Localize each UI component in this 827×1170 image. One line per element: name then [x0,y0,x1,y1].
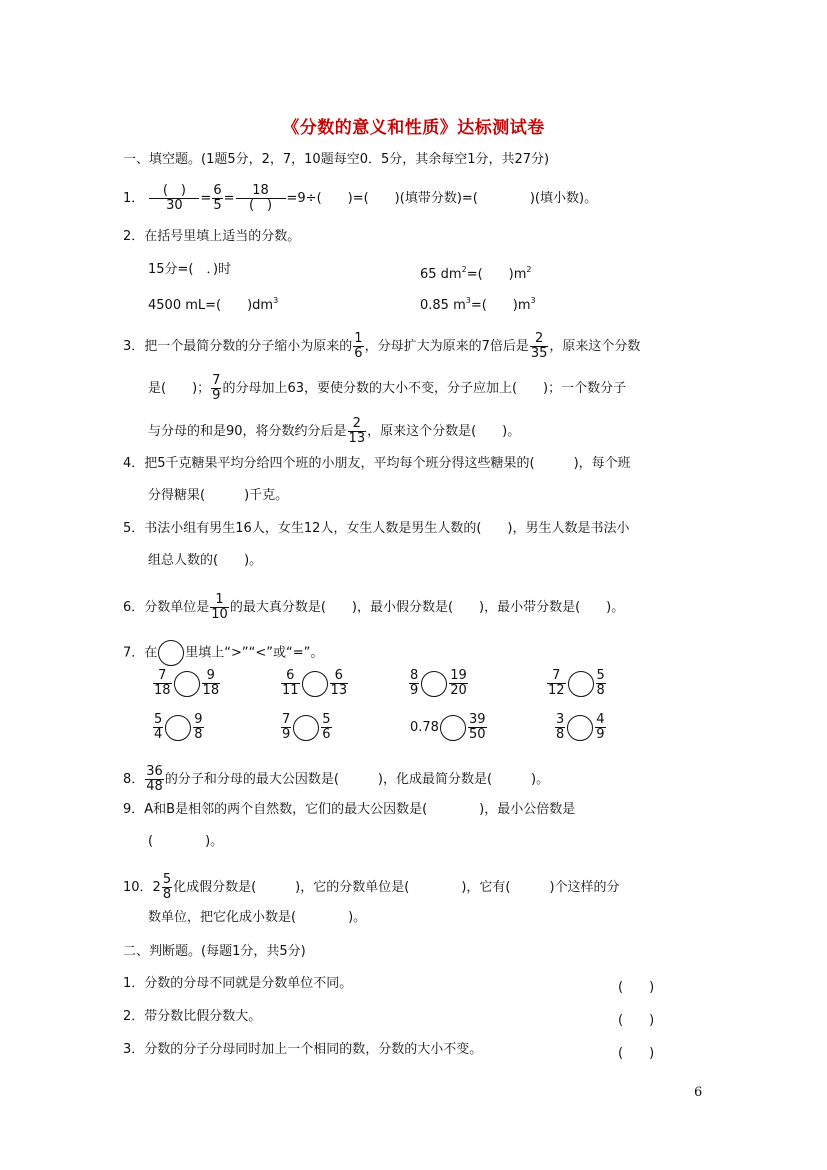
judge-answer-2[interactable]: ( ) [618,1013,655,1028]
judge-answer-1[interactable]: ( ) [618,980,655,995]
compare-item: 0.78 $\frac{39}{50}$ [410,712,486,742]
question-4-line-1: 4．把5千克糖果平均分给四个班的小朋友，平均每个班分得这些糖果的( )，每个班 [123,456,631,471]
fraction: $\frac{2}{35}$ [530,331,548,361]
compare-item: $\frac{8}{9}$ $\frac{19}{20}$ [410,668,467,698]
fraction: $\frac{5}{8}$ [162,872,172,902]
question-10-line-1: 10．2 $\frac{5}{8}$ 化成假分数是( )，它的分数单位是( )，它有( )个这样的分 [123,872,620,902]
compare-item: $\frac{7}{9}$ $\frac{5}{6}$ [282,712,331,742]
judge-answer-3[interactable]: ( ) [618,1046,655,1061]
page-number: 6 [694,1085,703,1100]
circle-blank-icon [158,640,184,666]
q2-item-b: 65 $dm^2=$( )$m^2$ [420,265,532,282]
q2-item-a: 15分=( ．)时 [148,262,232,277]
circle-blank-icon[interactable] [567,715,593,741]
question-3-line-1: 3．把一个最简分数的分子缩小为原来的 $\frac{1}{6}$ ，分母扩大为原来的7倍后是 $\frac{2}{35}$ ，原来这个分数 [123,331,641,361]
q2-item-c: 4500 mL=( )$dm^3$ [148,296,279,313]
question-5-line-1: 5．书法小组有男生16人，女生12人，女生人数是男生人数的( )，男生人数是书法小 [123,521,630,536]
fraction: $\frac{18}{( )}$ [236,184,286,213]
judge-item-2: 2．带分数比假分数大。 [123,1009,262,1024]
compare-item: $\frac{7}{18}$ $\frac{9}{18}$ [154,668,220,698]
q2-item-d: 0.85 $m^3=$( )$m^3$ [420,296,536,313]
section-1-heading: 一、填空题。(1题5分，2，7，10题每空0．5分，其余每空1分，共27分) [123,152,550,167]
judge-item-3: 3．分数的分子分母同时加上一个相同的数，分数的大小不变。 [123,1042,483,1057]
fraction: $\frac{6}{5}$ [213,183,222,213]
question-9-line-2: ( )。 [148,834,224,849]
compare-item: $\frac{6}{11}$ $\frac{6}{13}$ [282,668,348,698]
circle-blank-icon[interactable] [302,671,328,697]
circle-blank-icon[interactable] [421,671,447,697]
question-5-line-2: 组总人数的( )。 [148,553,263,568]
question-1: 1． $\frac{( )}{30}$ = $\frac{6}{5}$ = $\frac{18}{( )}$ =9÷( )=( )(填带分数)=( )(填小数)。 [123,183,598,213]
question-number: 1． [123,191,145,206]
circle-blank-icon[interactable] [440,715,466,741]
question-8: 8． $\frac{36}{48}$ 的分子和分母的最大公因数是( )，化成最简分数是( )。 [123,764,550,794]
fraction: $\frac{1}{6}$ [354,331,363,361]
question-7: 7．在 里填上“>”“<”或“=”。 [123,640,323,666]
compare-item: $\frac{3}{8}$ $\frac{4}{9}$ [556,712,605,742]
judge-item-1: 1．分数的分母不同就是分数单位不同。 [123,976,353,991]
question-4-line-2: 分得糖果( )千克。 [148,488,289,503]
compare-item: $\frac{5}{4}$ $\frac{9}{8}$ [154,712,203,742]
compare-item: $\frac{7}{12}$ $\frac{5}{8}$ [548,668,605,698]
section-2-heading: 二、判断题。(每题1分，共5分) [123,944,306,959]
fraction: $\frac{36}{48}$ [146,764,163,794]
question-3-line-2: 是( )； $\frac{7}{9}$ 的分母加上63，要使分数的大小不变，分子应加上( )；一个数分子 [148,373,627,403]
circle-blank-icon[interactable] [293,715,319,741]
page-title: 《分数的意义和性质》达标测试卷 [282,118,545,138]
fraction: $\frac{( )}{30}$ [149,184,199,213]
question-6: 6．分数单位是 $\frac{1}{10}$ 的最大真分数是( )，最小假分数是( )，最小带分数是( )。 [123,592,625,622]
fraction: $\frac{2}{13}$ [348,416,366,446]
circle-blank-icon[interactable] [568,671,594,697]
fraction: $\frac{1}{10}$ [211,592,228,622]
circle-blank-icon[interactable] [165,715,191,741]
fraction: $\frac{7}{9}$ [212,373,221,403]
question-2-stem: 2．在括号里填上适当的分数。 [123,229,301,244]
question-text: =9÷( )=( )(填带分数)=( )(填小数)。 [286,191,598,206]
question-10-line-2: 数单位，把它化成小数是( )。 [148,910,367,925]
circle-blank-icon[interactable] [174,671,200,697]
question-3-line-3: 与分母的和是90，将分数约分后是 $\frac{2}{13}$ ，原来这个分数是( )。 [148,416,521,446]
question-9-line-1: 9．A和B是相邻的两个自然数，它们的最大公因数是( )，最小公倍数是 [123,802,576,817]
